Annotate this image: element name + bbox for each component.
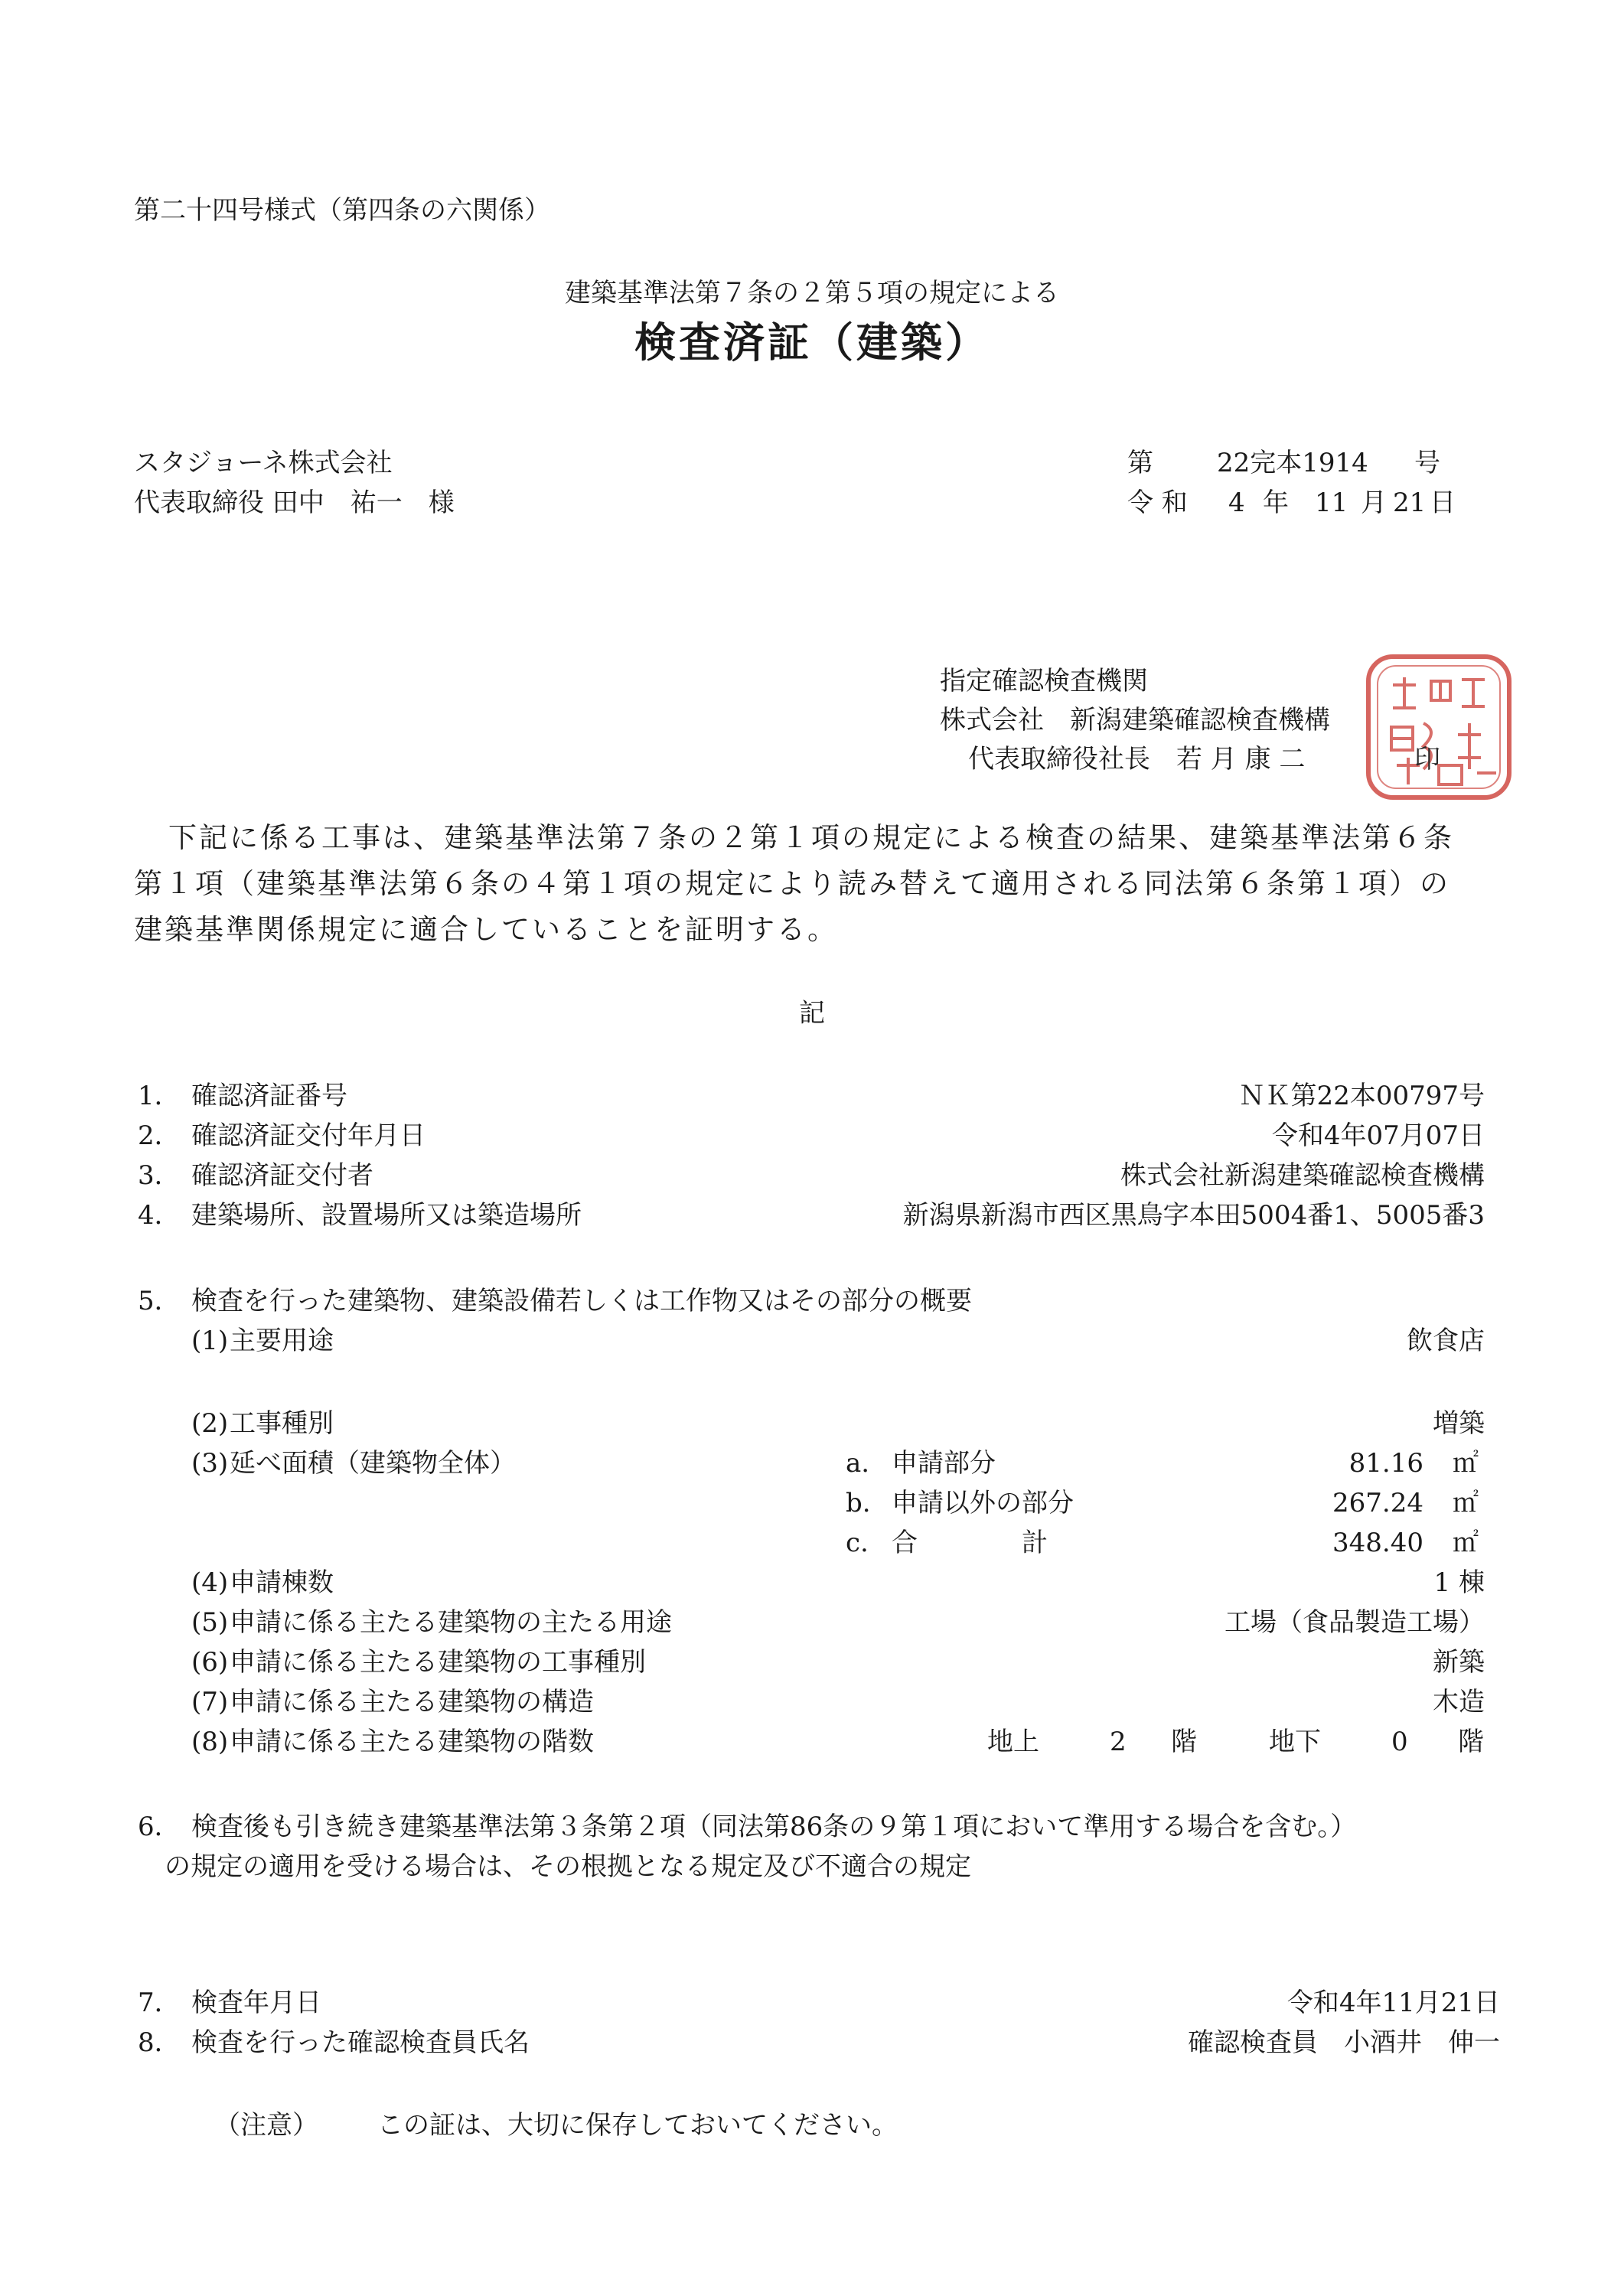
statement-line2: 第１項（建築基準法第６条の４第１項の規定により読み替えて適用される同法第６条第１項）の (134, 867, 1450, 900)
subitem-num: (5) (191, 1607, 229, 1638)
subitem-label: 工事種別 (230, 1408, 334, 1439)
area-unit: ㎡ (1453, 1488, 1479, 1518)
seal-mark: 印 (1414, 744, 1440, 775)
section6-line2: の規定の適用を受ける場合は、その根拠となる規定及び不適合の規定 (165, 1851, 971, 1882)
floors-below: 0 (1391, 1727, 1408, 1757)
item-num: 1． (138, 1081, 181, 1111)
subitem-num: (6) (191, 1647, 229, 1678)
issue-date-month: 11 (1315, 488, 1348, 518)
subitem-label: 申請に係る主たる建築物の構造 (230, 1687, 594, 1717)
doc-number-prefix: 第 (1127, 448, 1153, 478)
issuer-line2: 株式会社 新潟建築確認検査機構 (940, 705, 1330, 735)
subitem-num: (8) (191, 1727, 229, 1757)
subitem-label: 申請に係る主たる建築物の工事種別 (230, 1647, 646, 1678)
section8-label: 検査を行った確認検査員氏名 (191, 2027, 530, 2058)
subitem-value: 工場（食品製造工場） (1225, 1607, 1485, 1638)
note-label: （注意） (214, 2110, 318, 2141)
recipient-company: スタジョーネ株式会社 (134, 448, 393, 478)
issuer-line1: 指定確認検査機関 (940, 666, 1148, 696)
item-label: 確認済証番号 (191, 1081, 347, 1111)
item-value: 新潟県新潟市西区黒鳥字本田5004番1、5005番3 (902, 1200, 1485, 1231)
item-label: 確認済証交付年月日 (191, 1120, 426, 1151)
subitem-num: (2) (191, 1408, 229, 1439)
area-value: 81.16 (1348, 1448, 1423, 1479)
issue-date-day-label: 日 (1430, 488, 1456, 518)
ki-marker: 記 (799, 998, 825, 1029)
subitem-value: 増築 (1433, 1408, 1485, 1439)
issue-date-era: 令 和 (1127, 488, 1188, 518)
subitem-num: (4) (191, 1567, 229, 1598)
subitem-num: (1) (191, 1326, 229, 1356)
section5-num: 5． (138, 1286, 181, 1316)
area-unit: ㎡ (1453, 1528, 1479, 1558)
area-label: 申請以外の部分 (892, 1488, 1074, 1518)
subitem-value: 1 棟 (1433, 1567, 1485, 1598)
item-label: 建築場所、設置場所又は築造場所 (191, 1200, 582, 1231)
form-label: 第二十四号様式（第四条の六関係） (134, 195, 550, 226)
issue-date-year: 4 (1228, 488, 1245, 518)
floors-above-label: 地上 (987, 1727, 1039, 1757)
recipient-person: 代表取締役 田中 祐一 様 (134, 488, 455, 518)
subitem-label: 主要用途 (230, 1326, 334, 1356)
section7-value: 令和4年11月21日 (1286, 1988, 1500, 2018)
section6-line1: 検査後も引き続き建築基準法第３条第２項（同法第86条の９第１項において準用する場合を含む。） (191, 1812, 1357, 1842)
area-label: 合 計 (892, 1528, 1048, 1558)
subitem-num: (7) (191, 1687, 229, 1717)
area-unit: ㎡ (1453, 1448, 1479, 1479)
issue-date-year-label: 年 (1263, 488, 1289, 518)
item-value: ＮＫ第22本00797号 (1238, 1081, 1485, 1111)
section8-value: 確認検査員 小酒井 伸一 (1188, 2027, 1500, 2058)
subitem-num: (3) (191, 1448, 229, 1479)
subitem-label: 申請に係る主たる建築物の主たる用途 (230, 1607, 672, 1638)
document-title: 検査済証（建築） (634, 318, 990, 367)
item-num: 4． (138, 1200, 181, 1231)
area-letter: c. (846, 1528, 869, 1558)
area-value: 348.40 (1332, 1528, 1423, 1558)
statement-line3: 建築基準関係規定に適合していることを証明する。 (134, 913, 838, 946)
floors-unit: 階 (1171, 1727, 1197, 1757)
note-text: この証は、大切に保存しておいてください。 (377, 2110, 898, 2141)
subitem-label: 延べ面積（建築物全体） (230, 1448, 516, 1479)
issuer-line3: 代表取締役社長 若 月 康 二 (968, 744, 1306, 775)
item-label: 確認済証交付者 (191, 1160, 373, 1191)
area-label: 申請部分 (892, 1448, 996, 1479)
section5-label: 検査を行った建築物、建築設備若しくは工作物又はその部分の概要 (191, 1286, 972, 1316)
subitem-label: 申請に係る主たる建築物の階数 (230, 1727, 594, 1757)
floors-unit: 階 (1458, 1727, 1484, 1757)
floors-above: 2 (1110, 1727, 1127, 1757)
subitem-label: 申請棟数 (230, 1567, 334, 1598)
item-value: 令和4年07月07日 (1271, 1120, 1485, 1151)
subtitle: 建築基準法第７条の２第５項の規定による (565, 278, 1059, 308)
issue-date-month-label: 月 (1361, 488, 1387, 518)
floors-below-label: 地下 (1269, 1727, 1321, 1757)
subitem-value: 新築 (1433, 1647, 1485, 1678)
section7-label: 検査年月日 (191, 1988, 321, 2018)
issue-date-day: 21 (1393, 488, 1427, 518)
area-letter: a. (846, 1448, 870, 1479)
area-letter: b. (846, 1488, 871, 1518)
item-value: 株式会社新潟建築確認検査機構 (1120, 1160, 1485, 1191)
doc-number: 22完本1914 (1217, 448, 1368, 478)
company-seal (1362, 651, 1515, 804)
statement-line1: 下記に係る工事は、建築基準法第７条の２第１項の規定による検査の結果、建築基準法第６条 (168, 821, 1454, 854)
section8-num: 8． (138, 2027, 181, 2058)
doc-number-suffix: 号 (1414, 448, 1440, 478)
item-num: 2． (138, 1120, 181, 1151)
section6-num: 6． (138, 1812, 181, 1842)
area-value: 267.24 (1332, 1488, 1423, 1518)
item-num: 3． (138, 1160, 181, 1191)
subitem-value: 木造 (1433, 1687, 1485, 1717)
subitem-value: 飲食店 (1407, 1326, 1485, 1356)
section7-num: 7． (138, 1988, 181, 2018)
